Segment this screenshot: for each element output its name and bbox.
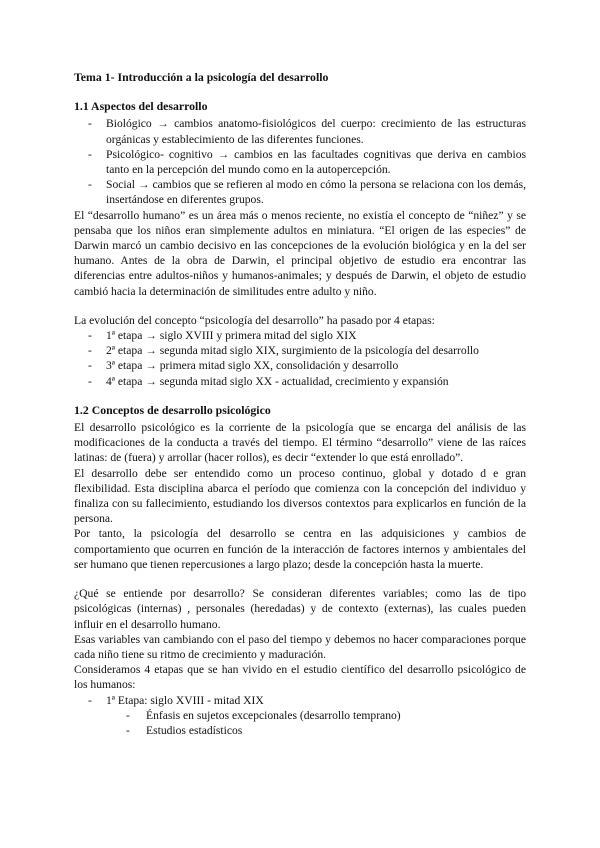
stages-list bbox=[74, 328, 526, 389]
list-item: - 2ª etapa → segunda mitad siglo XIX, surgimiento de la psicología del desarrollo bbox=[74, 343, 526, 358]
list-item: - 3ª etapa → primera mitad siglo XX, consolidación y desarrollo bbox=[74, 358, 526, 373]
paragraph: ¿Qué se entiende por desarrollo? Se consideran diferentes variables; como las de tipo psicológicas (internas) , personales (heredadas) y de contexto (externas), las cuales pueden influir en el desarrollo humano. bbox=[74, 587, 526, 631]
paragraph: Esas variables van cambiando con el paso del tiempo y debemos no hacer comparaciones porque cada niño tiene su ritmo de crecimiento y maduración. bbox=[74, 632, 526, 661]
list-item: - Énfasis en sujetos excepcionales (desarrollo temprano) bbox=[74, 708, 526, 723]
paragraph: El desarrollo debe ser entendido como un proceso continuo, global y dotado d e gran flexibilidad. Esta disciplina abarca el período que comienza con la concepción del individuo y finaliza con su fallecimiento, estudiando los diversos contextos para explicarlos en función de la persona. bbox=[74, 466, 526, 526]
section-heading-aspectos: 1.1 Aspectos del desarrollo bbox=[74, 99, 208, 114]
list-item: - Estudios estadísticos bbox=[74, 723, 526, 738]
list-item: - Social → cambios que se refieren al modo en cómo la persona se relaciona con los demás, insertándose en diferentes grupos. bbox=[74, 177, 526, 207]
stage1-sublist bbox=[74, 708, 526, 738]
paragraph: La evolución del concepto “psicología del desarrollo” ha pasado por 4 etapas: bbox=[74, 313, 435, 327]
paragraph: El “desarrollo humano” es un área más o menos reciente, no existía el concepto de “niñez” y se pensaba que los niños eran simplemente adultos en miniatura. “El origen de las especies” de Darwin marcó un cambio decisivo en las concepciones de la evolución biológica y en la del ser humano. Antes de la obra de Darwin, el principal objetivo de estudio era encontrar las diferencias entre adultos-niños y humanos-animales; y después de Darwin, el objeto de estudio cambió hacia la determinación de similitudes entre adulto y niño. bbox=[74, 208, 526, 298]
historic-stages-list bbox=[74, 693, 526, 708]
list-item: - Biológico → cambios anatomo-fisiológicos del cuerpo: crecimiento de las estructuras orgánicas y establecimiento de las diferentes funciones. bbox=[74, 116, 526, 146]
document-title: Tema 1- Introducción a la psicología del desarrollo bbox=[74, 70, 329, 84]
list-item: - Psicológico- cognitivo → cambios en las facultades cognitivas que deriva en cambios tanto en la percepción del mundo como en la autopercepción. bbox=[74, 147, 526, 177]
aspects-list bbox=[74, 116, 526, 207]
list-item: - 1ª etapa → siglo XVIII y primera mitad del siglo XIX bbox=[74, 328, 526, 343]
paragraph: El desarrollo psicológico es la corriente de la psicología que se encarga del análisis de las modificaciones de la conducta a través del tiempo. El término “desarrollo” viene de las raíces latinas: de (fuera) y arrollar (hacer rollos), es decir “extender lo que está enrollado”. bbox=[74, 421, 526, 465]
list-item: - 1ª Etapa: siglo XVIII - mitad XIX bbox=[74, 693, 526, 708]
paragraph: Por tanto, la psicología del desarrollo se centra en las adquisiciones y cambios de comportamiento que ocurren en función de la interacción de factores internos y ambientales del ser humano que tienen repercusiones a largo plazo; desde la concepción hasta la muerte. bbox=[74, 527, 526, 571]
list-item: - 4ª etapa → segunda mitad siglo XX - actualidad, crecimiento y expansión bbox=[74, 374, 526, 389]
section-heading-conceptos: 1.2 Conceptos de desarrollo psicológico bbox=[74, 402, 271, 417]
document-page bbox=[74, 70, 526, 738]
paragraph: Consideramos 4 etapas que se han vivido en el estudio científico del desarrollo psicológico de los humanos: bbox=[74, 663, 526, 692]
